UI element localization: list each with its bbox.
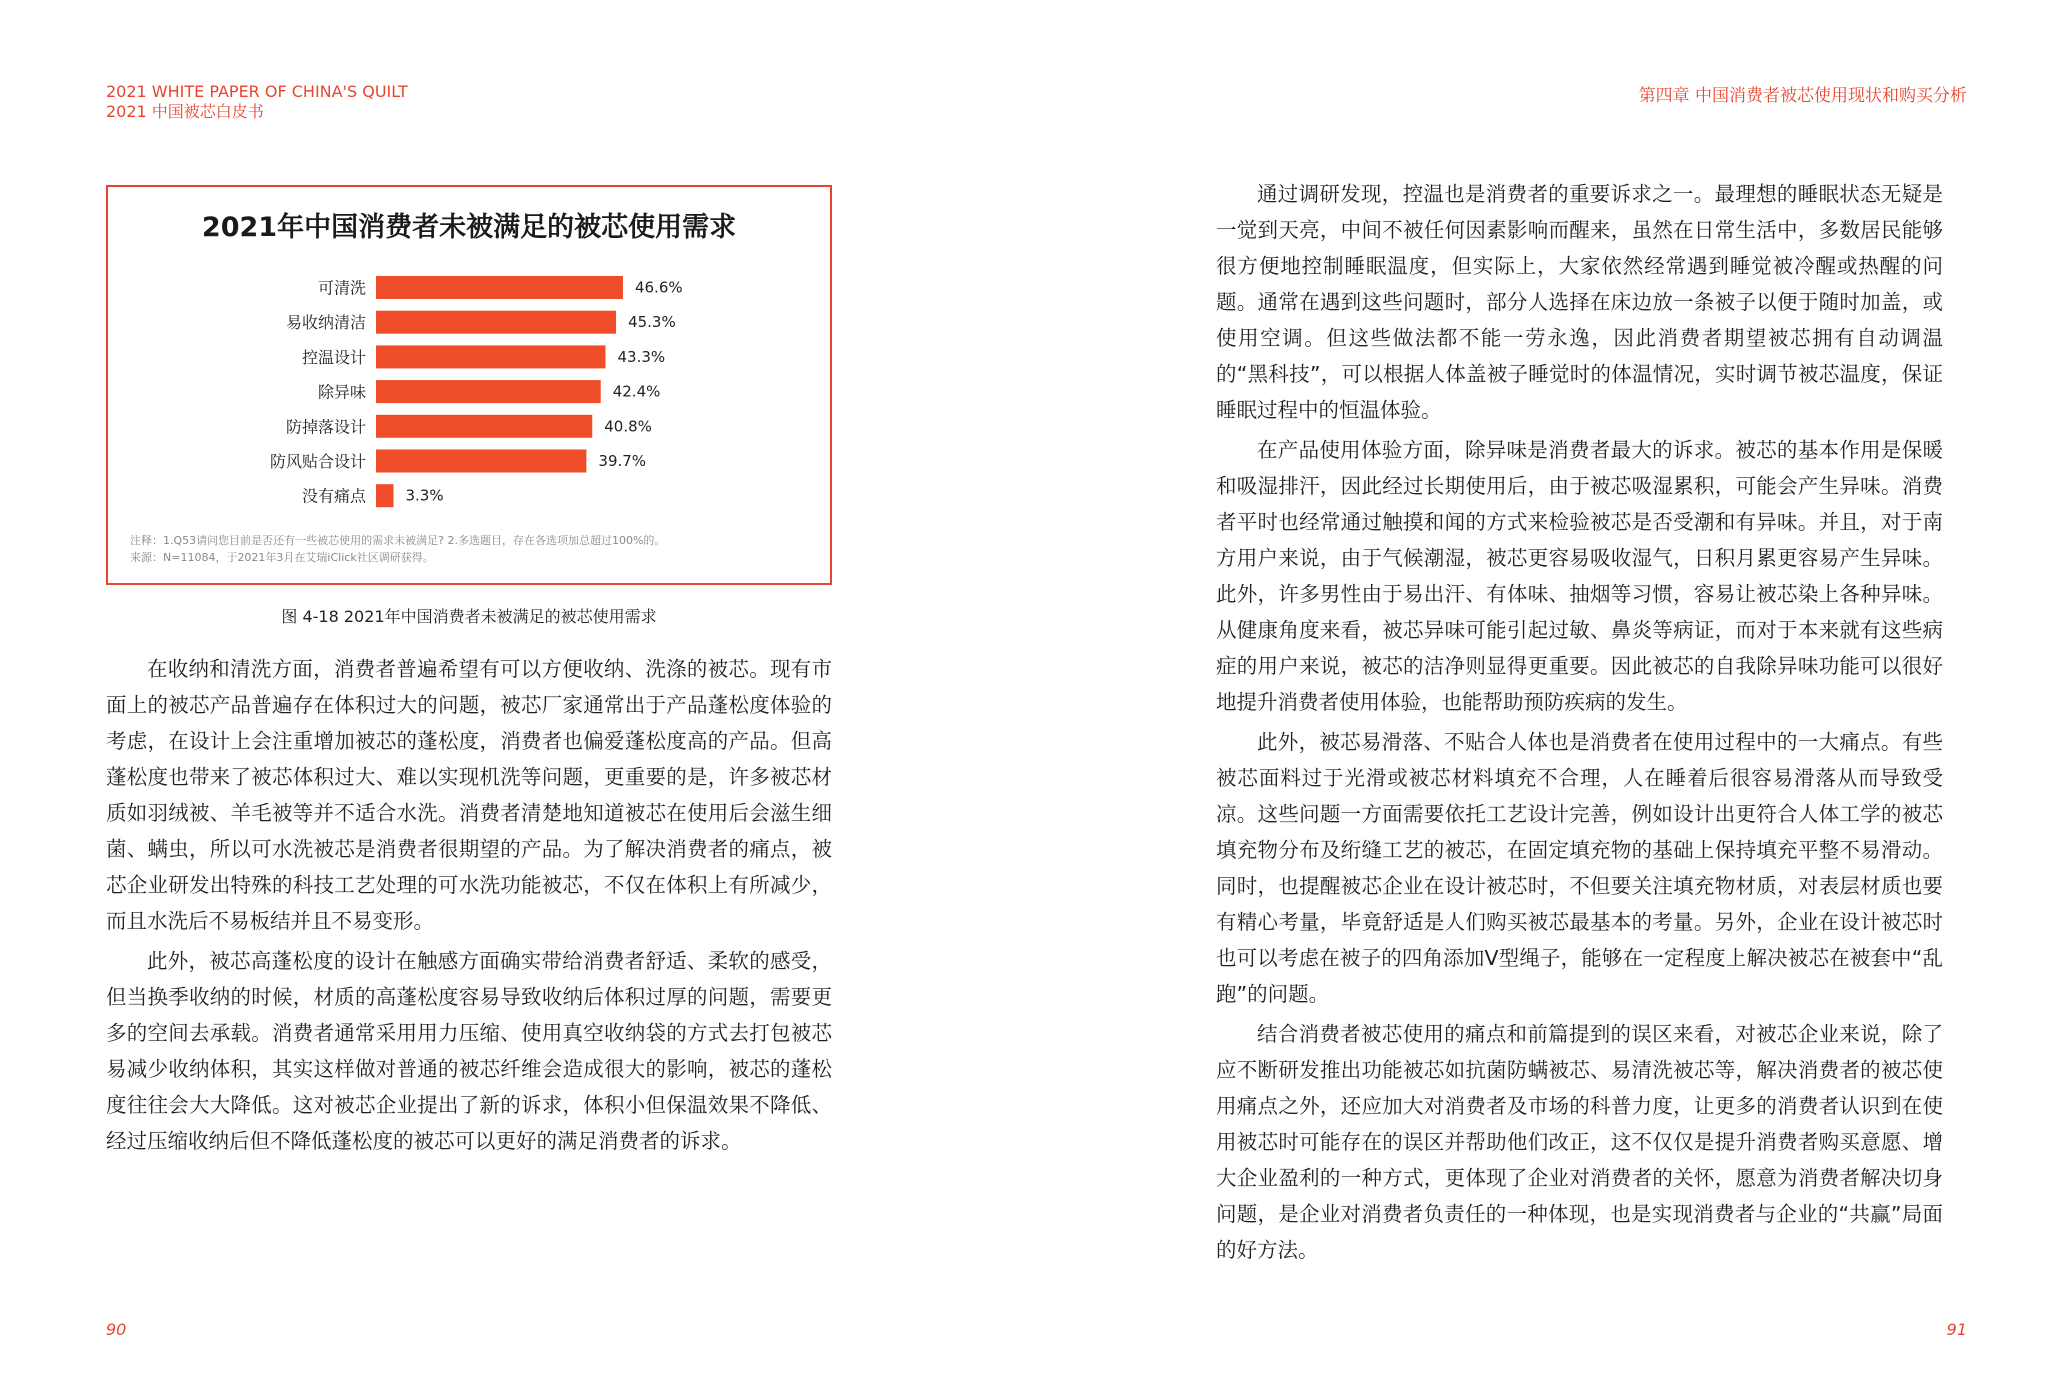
page-number-left: 90: [106, 1320, 127, 1339]
paragraph: 此外，被芯高蓬松度的设计在触感方面确实带给消费者舒适、柔软的感受，但当换季收纳的时候，材质的高蓬松度容易导致收纳后体积过厚的问题，需要更多的空间去承载。消费者通常采用用力压缩、使用真空收纳袋的方式去打包被芯易减少收纳体积，其实这样做对普通的被芯纤维会造成很大的影响，被芯的蓬松度往往会大大降低。这对被芯企业提出了新的诉求，体积小但保温效果不降低、经过压缩收纳后但不降低蓬松度的被芯可以更好的满足消费者的诉求。: [106, 949, 832, 1153]
bar: [376, 484, 393, 507]
chart-notes: [130, 532, 665, 566]
category-label: 防风贴合设计: [269, 452, 366, 471]
page-number-right: 91: [1946, 1320, 1967, 1339]
bar: [376, 450, 586, 473]
value-label: 46.6%: [634, 278, 683, 297]
category-label: 防掉落设计: [285, 417, 366, 437]
bar: [376, 415, 592, 438]
value-label: 39.7%: [598, 452, 647, 470]
chart-note-line: 注释：1.Q53请问您目前是否还有一些被芯使用的需求未被满足? 2.多选题目，存在各选项加总超过100%的。: [130, 534, 666, 547]
paragraph: 在收纳和清洗方面，消费者普遍希望有可以方便收纳、洗涤的被芯。现有市面上的被芯产品普遍存在体积过大的问题，被芯厂家通常出于产品蓬松度体验的考虑，在设计上会注重增加被芯的蓬松度，消费者也偏爱蓬松度高的产品。但高蓬松度也带来了被芯体积过大、难以实现机洗等问题，更重要的是，许多被芯材质如羽绒被、羊毛被等并不适合水洗。消费者清楚地知道被芯在使用后会滋生细菌、螨虫，所以可水洗被芯是消费者很期望的产品。为了解决消费者的痛点，被芯企业研发出特殊的科技工艺处理的可水洗功能被芯，不仅在体积上有所减少，而且水洗后不易板结并且不易变形。: [106, 657, 832, 933]
bar: [376, 276, 623, 299]
value-label: 40.8%: [604, 417, 652, 436]
paragraph: 此外，被芯易滑落、不贴合人体也是消费者在使用过程中的一大痛点。有些被芯面料过于光滑或被芯材料填充不合理，人在睡着后很容易滑落从而导致受凉。这些问题一方面需要依托工艺设计完善，例如设计出更符合人体工学的被芯填充物分布及绗缝工艺的被芯，在固定填充物的基础上保持填充平整不易滑动。同时，也提醒被芯企业在设计被芯时，不但要关注填充物材质，对表层材质也要有精心考量，毕竟舒适是人们购买被芯最基本的考量。另外，企业在设计被芯时也可以考虑在被子的四角添加V型绳子，能够在一定程度上解决被芯在被套中“乱跑”的问题。: [1216, 730, 1943, 1006]
left-page: [0, 0, 1023, 1395]
header-english-title: 2021 WHITE PAPER OF CHINA'S QUILT: [106, 82, 408, 101]
bar: [376, 311, 616, 334]
category-label: 可清洗: [317, 278, 366, 298]
chart-title: 2021年中国消费者未被满足的被芯使用需求: [201, 212, 737, 243]
category-label: 没有痛点: [301, 486, 366, 506]
chart-source-line: 来源：N=11084，于2021年3月在艾瑞iClick社区调研获得。: [130, 551, 434, 564]
bar: [376, 380, 601, 403]
bar: [376, 345, 605, 368]
right-body-text: [1216, 176, 1943, 1268]
value-label: 42.4%: [612, 382, 661, 401]
category-label: 除异味: [317, 382, 366, 402]
value-label: 45.3%: [628, 313, 676, 332]
paragraph: 结合消费者被芯使用的痛点和前篇提到的误区来看，对被芯企业来说，除了应不断研发推出功能被芯如抗菌防螨被芯、易清洗被芯等，解决消费者的被芯使用痛点之外，还应加大对消费者及市场的科普力度，让更多的消费者认识到在使用被芯时可能存在的误区并帮助他们改正，这不仅仅是提升消费者购买意愿、增大企业盈利的一种方式，更体现了企业对消费者的关怀，愿意为消费者解决切身问题，是企业对消费者负责任的一种体现，也是实现消费者与企业的“共赢”局面的好方法。: [1216, 1022, 1943, 1262]
paragraph: 在产品使用体验方面，除异味是消费者最大的诉求。被芯的基本作用是保暖和吸湿排汗，因此经过长期使用后，由于被芯吸湿累积，可能会产生异味。消费者平时也经常通过触摸和闻的方式来检验被芯是否受潮和有异味。并且，对于南方用户来说，由于气候潮湿，被芯更容易吸收湿气，日积月累更容易产生异味。此外，许多男性由于易出汗、有体味、抽烟等习惯，容易让被芯染上各种异味。从健康角度来看，被芯异味可能引起过敏、鼻炎等病证，而对于本来就有这些病症的用户来说，被芯的洁净则显得更重要。因此被芯的自我除异味功能可以很好地提升消费者使用体验，也能帮助预防疾病的发生。: [1216, 438, 1943, 714]
paragraph: 通过调研发现，控温也是消费者的重要诉求之一。最理想的睡眠状态无疑是一觉到天亮，中间不被任何因素影响而醒来，虽然在日常生活中，多数居民能够很方便地控制睡眠温度，但实际上，大家依然经常遇到睡觉被冷醒或热醒的问题。通常在遇到这些问题时，部分人选择在床边放一条被子以便于随时加盖，或使用空调。但这些做法都不能一劳永逸，因此消费者期望被芯拥有自动调温的“黑科技”，可以根据人体盖被子睡觉时的体温情况，实时调节被芯温度，保证睡眠过程中的恒温体验。: [1216, 182, 1943, 422]
value-label: 43.3%: [617, 347, 666, 366]
value-label: 3.3%: [405, 486, 444, 505]
left-body-text: [106, 651, 832, 1159]
figure-caption: 图 4-18 2021年中国消费者未被满足的被芯使用需求: [281, 607, 657, 626]
running-header-right: 第四章 中国消费者被芯使用现状和购买分析: [1638, 86, 1967, 106]
header-chinese-title: 2021 中国被芯白皮书: [106, 102, 264, 121]
bar-chart: [108, 187, 830, 583]
category-label: 易收纳清洁: [285, 313, 366, 333]
category-label: 控温设计: [301, 347, 366, 367]
bar-chart-figure: [106, 185, 832, 585]
running-header-left: [106, 82, 408, 122]
